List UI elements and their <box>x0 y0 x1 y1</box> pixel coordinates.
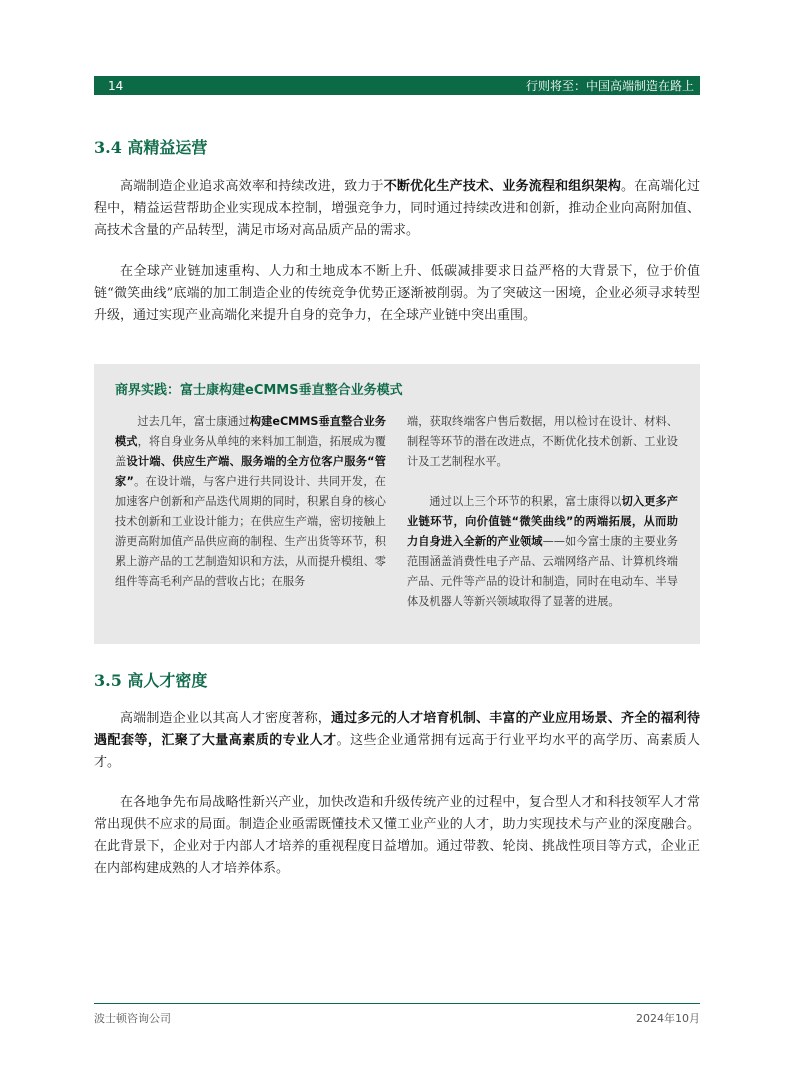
section-3-5-title: 3.5 高人才密度 <box>94 671 208 690</box>
p1-text-c: 。在高端化过程中，精益运营帮助企业实现成本控制，增强竞争力，同时通过持续改进和创新，推动企业向高附加值、高技术含量的产品转型，满足市场对高品质产品的需求。 <box>94 179 700 238</box>
p1-bold: 不断优化生产技术、业务流程和组织架构 <box>383 179 622 194</box>
s35-p1-bold: 通过多元的人才培育机制、丰富的产业应用场景、齐全的福利待遇配套等，汇聚了大量高素质的专业人才 <box>94 711 700 748</box>
footer-divider <box>94 1003 700 1004</box>
case-right-text-1: 通过以上三个环节的积累，富士康得以 <box>429 495 622 508</box>
section-3-5-paragraph-2: 在各地争先布局战略性新兴产业，加快改造和升级传统产业的过程中，复合型人才和科技领军人才常常出现供不应求的局面。制造企业亟需既懂技术又懂工业产业的人才，助力实现技术与产业的深度融合。在此背景下，企业对于内部人才培养的重视程度日益增加。通过带教、轮岗、挑战性项目等方式，企业正在内部构建成熟的人才培养体系。 <box>94 795 700 876</box>
section-3-4-paragraph-1 <box>94 176 700 242</box>
s35-p1-text-a: 高端制造企业以其高人才密度著称， <box>120 711 331 726</box>
page-number: 14 <box>108 78 124 93</box>
section-3-4-title: 3.4 高精益运营 <box>94 138 208 157</box>
footer-date: 2024年10月 <box>636 1012 700 1025</box>
case-study-heading: 富士康构建eCMMS垂直整合业务模式 <box>180 383 403 398</box>
case-study-box <box>94 364 700 644</box>
case-left-paragraph <box>115 412 386 592</box>
section-3-4-paragraph-2: 在全球产业链加速重构、人力和土地成本不断上升、低碳减排要求日益严格的大背景下，位于价值链“微笑曲线”底端的加工制造企业的传统竞争优势正逐渐被削弱。为了突破这一困境，企业必须寻求转型升级，通过实现产业高端化来提升自身的竞争力，在全球产业链中突出重围。 <box>94 264 700 323</box>
case-left-bold-2: 设计端、供应生产端、服务端的全方位客户服务“管家” <box>115 455 386 488</box>
page-header-bar <box>94 76 700 95</box>
case-left-text-2: ，将自身业务从单纯的来料加工制造，拓展成为覆盖 <box>115 435 386 468</box>
case-study-label: 商界实践： <box>115 383 181 398</box>
case-study-right-column <box>407 412 678 612</box>
case-right-text-2: ——如今富士康的主要业务范围涵盖消费性电子产品、云端网络产品、计算机终端产品、元件等产品的设计和制造，同时在电动车、半导体及机器人等新兴领域取得了显著的进展。 <box>407 535 678 608</box>
case-study-title <box>115 379 403 398</box>
section-3-5-paragraph-1 <box>94 708 700 774</box>
case-right-paragraph-2 <box>407 492 678 612</box>
case-left-bold-1: 构建eCMMS垂直整合业务模式 <box>115 415 386 448</box>
case-right-paragraph-1: 端，获取终端客户售后数据，用以检讨在设计、材料、制程等环节的潜在改进点，不断优化技术创新、工业设计及工艺制程水平。 <box>407 415 678 468</box>
case-study-left-column <box>115 412 386 592</box>
running-title: 行则将至：中国高端制造在路上 <box>525 79 694 93</box>
footer-publisher: 波士顿咨询公司 <box>94 1012 171 1025</box>
p1-text-a: 高端制造企业追求高效率和持续改进，致力于 <box>120 179 384 194</box>
case-left-text-3: 。在设计端，与客户进行共同设计、共同开发，在加速客户创新和产品迭代周期的同时，积累自身的核心技术创新和工业设计能力；在供应生产端，密切接触上游更高附加值产品供应商的制程、生产出货等环节，积累上游产品的工艺制造知识和方法，从而提升模组、零组件等高毛利产品的营收占比；在服务 <box>115 475 386 588</box>
case-left-text-1: 过去几年，富士康通过 <box>137 415 250 428</box>
s35-p1-text-c: 。这些企业通常拥有远高于行业平均水平的高学历、高素质人才。 <box>94 733 700 770</box>
case-right-bold-1: 切入更多产业链环节，向价值链“微笑曲线”的两端拓展，从而助力自身进入全新的产业领域 <box>407 495 678 548</box>
